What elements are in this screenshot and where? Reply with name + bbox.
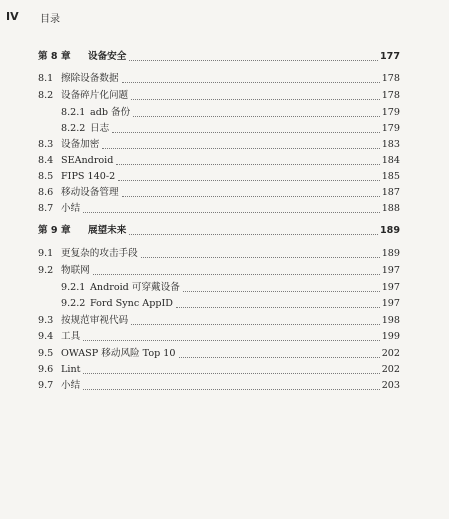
- toc-title: 小结: [61, 203, 81, 214]
- toc-title: 按规范审视代码: [61, 315, 129, 326]
- toc-number: 第 9 章: [38, 225, 71, 236]
- dot-leader: [176, 306, 380, 308]
- dot-leader: [102, 147, 379, 149]
- toc-title: 小结: [61, 380, 81, 391]
- toc-page-number: 198: [381, 315, 400, 326]
- toc-number: 9.6: [38, 364, 54, 375]
- dot-leader: [131, 323, 380, 325]
- toc-page-number: 183: [381, 139, 400, 150]
- dot-leader: [83, 211, 380, 213]
- toc-subsection-row[interactable]: [61, 281, 400, 295]
- toc-title: 物联网: [61, 265, 90, 276]
- toc-page-number: 189: [379, 225, 400, 236]
- toc-page-number: 202: [381, 348, 400, 359]
- toc-number: 8.1: [38, 73, 54, 84]
- toc-section-row[interactable]: [38, 264, 400, 278]
- toc-page-number: 189: [381, 248, 400, 259]
- toc-number: 9.4: [38, 331, 54, 342]
- toc-page-number: 184: [381, 155, 400, 166]
- toc-page-number: 197: [381, 282, 400, 293]
- toc-title: Lint: [61, 364, 81, 375]
- toc-page-number: 202: [381, 364, 400, 375]
- toc-title: 移动设备管理: [61, 187, 119, 198]
- toc-page-number: 179: [381, 107, 400, 118]
- toc-page-number: 199: [381, 331, 400, 342]
- toc-section-row[interactable]: [38, 314, 400, 328]
- toc-section-row[interactable]: [38, 138, 400, 152]
- dot-leader: [122, 195, 380, 197]
- header-title: 目录: [40, 14, 60, 25]
- toc-number: 9.2.1: [61, 282, 86, 293]
- toc-number: 8.2: [38, 90, 54, 101]
- toc-page-number: 179: [381, 123, 400, 134]
- toc-page-number: 187: [381, 187, 400, 198]
- toc-chapter-row[interactable]: [38, 50, 400, 64]
- toc-section-row[interactable]: [38, 202, 400, 216]
- toc-section-row[interactable]: [38, 347, 400, 361]
- toc-section-row[interactable]: [38, 330, 400, 344]
- toc-number: 9.2: [38, 265, 54, 276]
- toc-title: Android 可穿戴设备: [90, 282, 180, 293]
- toc-title: Ford Sync AppID: [90, 298, 173, 309]
- toc-number: 8.2.2: [61, 123, 86, 134]
- toc-number: 9.2.2: [61, 298, 86, 309]
- toc-section-row[interactable]: [38, 186, 400, 200]
- toc-title: FIPS 140-2: [61, 171, 116, 182]
- toc-section-row[interactable]: [38, 363, 400, 377]
- toc-page-number: 197: [381, 298, 400, 309]
- toc-section-row[interactable]: [38, 154, 400, 168]
- dot-leader: [129, 59, 378, 61]
- toc-chapter-row[interactable]: [38, 224, 400, 238]
- toc-page-number: 177: [379, 51, 400, 62]
- toc-page-number: 185: [381, 171, 400, 182]
- toc-section-row[interactable]: [38, 72, 400, 86]
- toc-title: 设备碎片化问题: [61, 90, 129, 101]
- toc-subsection-row[interactable]: [61, 106, 400, 120]
- toc-page-number: 178: [381, 73, 400, 84]
- dot-leader: [183, 290, 380, 292]
- toc-number: 第 8 章: [38, 51, 71, 62]
- toc-number: 8.7: [38, 203, 54, 214]
- dot-leader: [83, 339, 380, 341]
- toc-number: 8.6: [38, 187, 54, 198]
- toc-number: 9.7: [38, 380, 54, 391]
- toc-title: 擦除设备数据: [61, 73, 119, 84]
- toc-title: 设备安全: [88, 51, 127, 62]
- toc-section-row[interactable]: [38, 379, 400, 393]
- toc-section-row[interactable]: [38, 170, 400, 184]
- toc-page-number: 197: [381, 265, 400, 276]
- page-header: [0, 0, 449, 30]
- toc-page-number: 178: [381, 90, 400, 101]
- toc-number: 8.2.1: [61, 107, 86, 118]
- dot-leader: [129, 233, 378, 235]
- toc-subsection-row[interactable]: [61, 297, 400, 311]
- toc-title: 设备加密: [61, 139, 100, 150]
- toc-title: 更复杂的攻击手段: [61, 248, 138, 259]
- dot-leader: [141, 256, 380, 258]
- toc-title: SEAndroid: [61, 155, 114, 166]
- dot-leader: [93, 273, 380, 275]
- page-number: IV: [6, 10, 19, 23]
- toc-page-number: 203: [381, 380, 400, 391]
- dot-leader: [83, 388, 380, 390]
- toc-section-row[interactable]: [38, 89, 400, 103]
- dot-leader: [131, 98, 380, 100]
- toc-number: 9.5: [38, 348, 54, 359]
- dot-leader: [118, 179, 380, 181]
- dot-leader: [179, 356, 380, 358]
- dot-leader: [116, 163, 379, 165]
- dot-leader: [83, 372, 379, 374]
- toc-number: 8.5: [38, 171, 54, 182]
- toc-number: 9.1: [38, 248, 54, 259]
- toc-number: 8.3: [38, 139, 54, 150]
- toc-title: OWASP 移动风险 Top 10: [61, 348, 176, 359]
- toc-number: 9.3: [38, 315, 54, 326]
- toc-title: 工具: [61, 331, 81, 342]
- toc-title: 日志: [90, 123, 110, 134]
- toc-page-number: 188: [381, 203, 400, 214]
- dot-leader: [112, 131, 380, 133]
- toc-title: 展望未来: [88, 225, 127, 236]
- toc-subsection-row[interactable]: [61, 122, 400, 136]
- toc-section-row[interactable]: [38, 247, 400, 261]
- dot-leader: [133, 115, 379, 117]
- toc-title: adb 备份: [90, 107, 131, 118]
- toc-number: 8.4: [38, 155, 54, 166]
- dot-leader: [122, 81, 380, 83]
